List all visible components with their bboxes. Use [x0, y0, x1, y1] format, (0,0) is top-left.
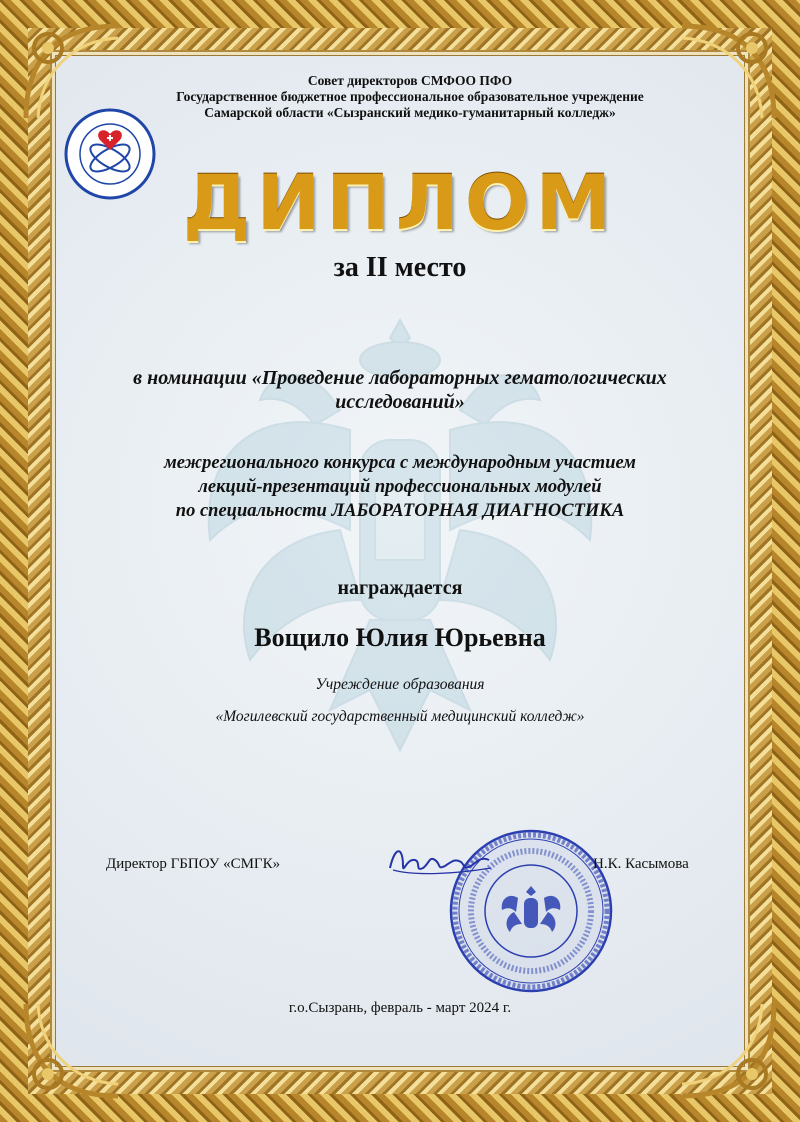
- header-line-3: Самарской области «Сызранский медико-гуманитарный колледж»: [204, 105, 616, 120]
- nomination-line-2: исследований»: [335, 391, 465, 413]
- handwritten-signature-icon: [385, 838, 495, 882]
- institution-name: «Могилевский государственный медицинский колледж»: [215, 708, 585, 725]
- award-place: за II место: [333, 252, 467, 283]
- contest-line-1: межрегионального конкурса с международным участием: [164, 453, 636, 473]
- issuer-header: [100, 73, 720, 121]
- nomination-text: [60, 366, 740, 414]
- header-line-1: Совет директоров СМФОО ПФО: [307, 73, 513, 88]
- place-date-footer: г.о.Сызрань, февраль - март 2024 г.: [288, 1000, 512, 1016]
- signer-name: Н.К. Касымова: [593, 856, 689, 872]
- institution-label: Учреждение образования: [315, 676, 485, 693]
- awarded-label: награждается: [337, 577, 463, 599]
- contest-description: [60, 451, 740, 523]
- header-line-2: Государственное бюджетное профессиональное образовательное учреждение: [176, 89, 644, 104]
- recipient-name: Вощило Юлия Юрьевна: [254, 623, 546, 652]
- contest-line-3: по специальности ЛАБОРАТОРНАЯ ДИАГНОСТИКА: [175, 501, 625, 521]
- diploma-title: ДИПЛОМ: [182, 158, 618, 247]
- nomination-line-1: в номинации «Проведение лабораторных гематологических: [133, 367, 667, 389]
- contest-line-2: лекций-презентаций профессиональных модулей: [198, 477, 602, 497]
- director-title: Директор ГБПОУ «СМГК»: [106, 856, 281, 872]
